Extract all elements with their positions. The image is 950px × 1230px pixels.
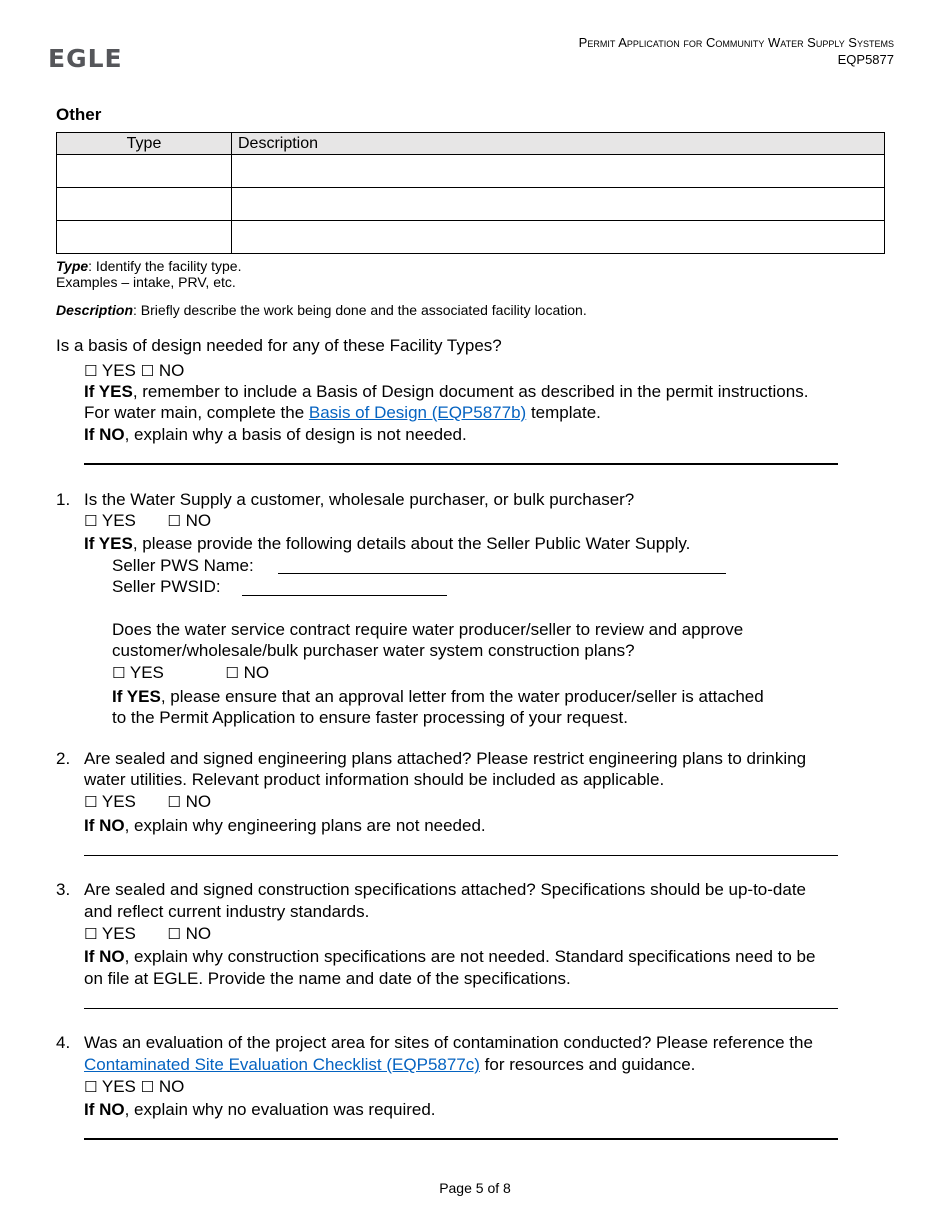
egle-logo: EGLE: [48, 44, 123, 73]
form-number: EQP5877: [837, 52, 894, 67]
contract-question-line2: customer/wholesale/bulk purchaser water system construction plans?: [112, 641, 635, 660]
basis-no-checkbox[interactable]: ☐: [140, 362, 155, 380]
q3-question-line1: Are sealed and signed construction specifications attached? Specifications should be up-to-date: [84, 880, 807, 899]
basis-yes-checkbox[interactable]: ☐: [84, 362, 98, 380]
seller-pwsid-field[interactable]: [242, 595, 447, 596]
q3-yes-checkbox[interactable]: ☐: [84, 925, 98, 943]
other-facility-table: [56, 132, 885, 254]
column-header-type: Type: [57, 133, 232, 155]
table-row: [57, 155, 885, 188]
q3-if-no-line1: If NO, explain why construction specifications are not needed. Standard specifications need to be: [84, 947, 816, 966]
q3-answer-line[interactable]: [84, 1008, 838, 1009]
table-row: [57, 188, 885, 221]
column-header-description: Description: [232, 133, 885, 155]
q3-if-no-line2: on file at EGLE. Provide the name and date of the specifications.: [84, 969, 571, 988]
basis-of-design-link[interactable]: Basis of Design (EQP5877b): [308, 403, 527, 422]
q4-yes-checkbox[interactable]: ☐: [84, 1078, 98, 1096]
contract-question-line1: Does the water service contract require water producer/seller to review and approve: [112, 620, 744, 639]
basis-water-main: For water main, complete the Basis of Design (EQP5877b) template.: [84, 403, 601, 422]
q1-yes-checkbox[interactable]: ☐: [84, 512, 98, 530]
q2-answer-line[interactable]: [84, 855, 838, 856]
q1-yes-no: ☐ YES ☐ NO: [84, 511, 212, 530]
seller-pws-name-label: Seller PWS Name:: [112, 556, 254, 575]
q3-question-line2: and reflect current industry standards.: [84, 902, 370, 921]
type-cell[interactable]: [57, 155, 232, 188]
basis-if-yes: If YES, remember to include a Basis of Design document as described in the permit instructions.: [84, 382, 809, 401]
q2-number: 2.: [56, 749, 71, 768]
basis-answer-line[interactable]: [84, 463, 838, 465]
section-heading-other: Other: [56, 105, 102, 124]
seller-pws-name-field[interactable]: [278, 573, 726, 574]
page-number: Page 5 of 8: [439, 1180, 511, 1196]
q1-question: Is the Water Supply a customer, wholesale purchaser, or bulk purchaser?: [84, 490, 635, 509]
q1-number: 1.: [56, 490, 71, 509]
q2-question-line2: water utilities. Relevant product information should be included as applicable.: [84, 770, 665, 789]
q4-yes-no: ☐ YES ☐ NO: [84, 1077, 185, 1096]
description-note: Description: Briefly describe the work being done and the associated facility location.: [56, 302, 587, 318]
type-note: Type: Identify the facility type.: [56, 258, 242, 274]
basis-yes-no: ☐ YES ☐ NO: [84, 361, 185, 380]
type-cell[interactable]: [57, 221, 232, 254]
contract-yes-checkbox[interactable]: ☐: [112, 664, 126, 682]
q2-yes-checkbox[interactable]: ☐: [84, 793, 98, 811]
q4-number: 4.: [56, 1033, 71, 1052]
type-cell[interactable]: [57, 188, 232, 221]
type-examples: Examples – intake, PRV, etc.: [56, 274, 236, 290]
table-row: [57, 221, 885, 254]
q4-if-no: If NO, explain why no evaluation was required.: [84, 1100, 436, 1119]
basis-question: Is a basis of design needed for any of these Facility Types?: [56, 336, 502, 355]
q3-yes-no: ☐ YES ☐ NO: [84, 924, 212, 943]
q4-no-checkbox[interactable]: ☐: [140, 1078, 155, 1096]
q2-no-checkbox[interactable]: ☐: [167, 793, 181, 811]
description-cell[interactable]: [232, 188, 885, 221]
q3-number: 3.: [56, 880, 71, 899]
basis-if-no: If NO, explain why a basis of design is not needed.: [84, 425, 467, 444]
contract-no-checkbox[interactable]: ☐: [225, 664, 239, 682]
q4-question-line1: Was an evaluation of the project area for sites of contamination conducted? Please reference the: [84, 1033, 813, 1052]
document-title: Permit Application for Community Water Supply Systems: [578, 35, 894, 50]
q2-if-no: If NO, explain why engineering plans are not needed.: [84, 816, 486, 835]
q1-no-checkbox[interactable]: ☐: [167, 512, 181, 530]
description-cell[interactable]: [232, 221, 885, 254]
contract-if-yes-line1: If YES, please ensure that an approval letter from the water producer/seller is attached: [112, 687, 764, 706]
q2-yes-no: ☐ YES ☐ NO: [84, 792, 212, 811]
contract-yes-no: ☐ YES ☐ NO: [112, 663, 270, 682]
seller-pwsid-label: Seller PWSID:: [112, 577, 221, 596]
q4-question-line2: Contaminated Site Evaluation Checklist (EQP5877c) for resources and guidance.: [84, 1055, 696, 1074]
description-cell[interactable]: [232, 155, 885, 188]
contaminated-site-checklist-link[interactable]: Contaminated Site Evaluation Checklist (EQP5877c): [84, 1055, 480, 1074]
contract-if-yes-line2: to the Permit Application to ensure faster processing of your request.: [112, 708, 628, 727]
q3-no-checkbox[interactable]: ☐: [167, 925, 181, 943]
q1-if-yes: If YES, please provide the following details about the Seller Public Water Supply.: [84, 534, 691, 553]
q2-question-line1: Are sealed and signed engineering plans attached? Please restrict engineering plans to drinking: [84, 749, 807, 768]
q4-answer-line[interactable]: [84, 1138, 838, 1140]
